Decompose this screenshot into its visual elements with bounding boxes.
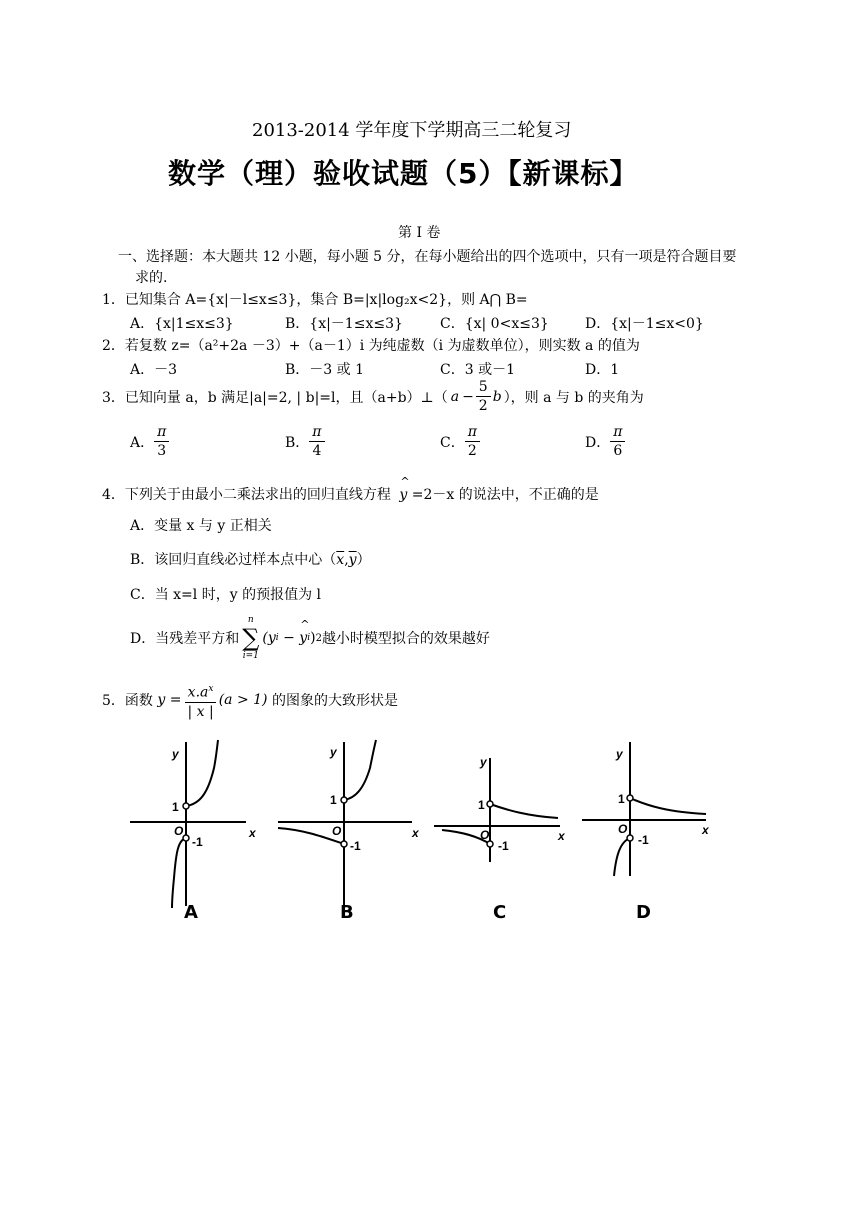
q4-sum-i: i <box>275 633 279 643</box>
q2-option-a: A．－3 <box>130 362 178 378</box>
q3-option-b-num: π <box>309 423 324 442</box>
q4-option-d-prefix: D．当残差平方和 <box>130 631 240 647</box>
q5-frac-num-base: x.a <box>187 684 209 701</box>
graph-c-label: C <box>493 902 507 923</box>
volume-label: 第 I 卷 <box>398 225 441 241</box>
q4-option-b-prefix: B．该回归直线必过样本点中心（ <box>130 552 337 568</box>
q5-frac-den: | x | <box>187 703 214 720</box>
q3-option-a-letter: A． <box>130 434 155 451</box>
q4-sum-yhat: ^ y <box>299 630 307 646</box>
graph-b-tick-neg1: -1 <box>350 839 361 853</box>
graph-a-tick-1: 1 <box>172 800 179 814</box>
q4-stem <box>102 484 599 504</box>
q3-option-c-letter: C． <box>440 434 465 451</box>
q3-stem-suffix: ），则 a 与 b 的夹角为 <box>503 389 644 406</box>
q4-option-b-suffix: ） <box>356 552 371 568</box>
q4-option-a: A．变量 x 与 y 正相关 <box>130 518 272 534</box>
q3-option-c-num: π <box>465 423 480 442</box>
q1-option-a: A．{x|1≤x≤3} <box>130 316 234 332</box>
graph-d-label: D <box>636 902 651 923</box>
q2-option-c: C．3 或－1 <box>440 362 515 378</box>
q4-option-b-xbar: $\overline{x}$ <box>336 552 345 568</box>
q5-frac-num-exp: x <box>208 684 214 694</box>
q3-vector-b: b <box>492 388 502 405</box>
graph-b-x-label: x <box>412 826 419 840</box>
graph-d-curve-right <box>630 798 706 814</box>
q3-option-b-den: 4 <box>312 443 322 459</box>
q4-option-b <box>130 549 371 569</box>
q3-option-c-frac <box>465 423 480 460</box>
graph-b-curve-right <box>344 740 376 800</box>
q4-option-d-suffix: 越小时模型拟合的效果越好 <box>321 631 490 647</box>
q5-condition: (a > 1) <box>218 692 268 709</box>
q3-option-d-num: π <box>610 423 625 442</box>
q4-stem-suffix: =2－x 的说法中，不正确的是 <box>411 487 599 503</box>
q4-sum <box>242 614 259 662</box>
q2-option-b: B．－3 或 1 <box>285 362 365 378</box>
q3-minus: − <box>462 388 474 405</box>
q1-stem: 1．已知集合 A={x|－l≤x≤3}，集合 B=|x|log₂x<2}，则 A⋂ B= <box>102 292 528 308</box>
graph-a <box>128 738 278 918</box>
graph-c <box>432 738 572 918</box>
q4-stem-prefix: 4．下列关于由最小二乘法求出的回归直线方程 <box>102 487 391 503</box>
graph-d-open-point <box>627 795 633 801</box>
graph-b-origin: O <box>332 824 342 838</box>
graph-b-label: B <box>340 902 354 923</box>
q3-option-d-letter: D． <box>585 434 611 451</box>
graph-a-open-point-neg <box>183 835 189 841</box>
q3-option-b <box>285 423 325 460</box>
q1-option-d: D．{x|－1≤x<0} <box>585 316 704 332</box>
graph-d-tick-neg1: -1 <box>638 833 649 847</box>
graph-d-curve-left <box>614 838 630 876</box>
graph-a-curve-right <box>186 740 218 806</box>
graph-b-open-point <box>341 797 347 803</box>
graph-a-label: A <box>184 902 198 923</box>
graph-c-tick-1: 1 <box>478 798 485 812</box>
q4-sum-i2: i <box>307 633 311 643</box>
graph-c-x-label: x <box>558 829 565 843</box>
q5-frac-num <box>185 680 217 703</box>
q4-option-c: C．当 x=l 时，y 的预报值为 l <box>130 587 322 603</box>
graph-c-origin: O <box>480 828 490 842</box>
q3-frac-den: 2 <box>478 398 488 414</box>
graph-a-open-point <box>183 803 189 809</box>
graph-b-tick-1: 1 <box>330 793 337 807</box>
q3-stem <box>102 378 644 415</box>
q3-option-a-num: π <box>154 423 169 442</box>
q4-sum-bottom: i=1 <box>242 651 259 661</box>
graph-b-open-point-neg <box>341 841 347 847</box>
graph-a-x-label: x <box>249 826 256 840</box>
q4-option-b-comma: , <box>344 552 349 568</box>
q1-option-b: B．{x|－1≤x≤3} <box>285 316 403 332</box>
q3-fraction <box>476 378 491 415</box>
graph-b-y-label: y <box>330 745 337 759</box>
section-intro: 一、选择题：本大题共 12 小题，每小题 5 分，在每小题给出的四个选项中，只有一项是符合题目要 <box>118 249 737 265</box>
graph-c-open-point <box>487 801 493 807</box>
q3-frac-num: 5 <box>476 378 491 397</box>
q3-vector-a: a <box>450 388 460 405</box>
graph-d <box>578 738 718 918</box>
graph-b <box>276 738 426 918</box>
graph-d-origin: O <box>618 822 628 836</box>
section-intro-cont: 求的. <box>135 270 168 286</box>
graph-c-y-label: y <box>480 755 487 769</box>
q1-option-c: C．{x| 0<x≤3} <box>440 316 549 332</box>
graph-d-x-label: x <box>702 823 709 837</box>
graph-d-open-point-neg <box>627 835 633 841</box>
q3-option-d-den: 6 <box>613 443 623 459</box>
q3-option-d <box>585 423 625 460</box>
q4-sum-body: (y <box>262 630 276 646</box>
q3-stem-prefix: 3．已知向量 a，b 满足|a|=2, | b|=l，且（a+b）⊥（ <box>102 389 448 406</box>
graph-a-y-label: y <box>172 747 179 761</box>
q2-option-d: D．1 <box>585 362 620 378</box>
page-subtitle: 2013-2014 学年度下学期高三二轮复习 <box>252 120 572 141</box>
q5-fraction <box>184 680 216 721</box>
q4-sum-exp: 2 <box>315 632 322 644</box>
q5-stem-prefix: 5．函数 <box>102 693 158 710</box>
q3-option-b-letter: B． <box>285 434 310 451</box>
q3-option-c <box>440 423 480 460</box>
graph-d-y-label: y <box>616 747 623 761</box>
q4-sum-sign: ∑ <box>242 624 260 652</box>
q4-option-d <box>130 614 490 662</box>
graph-a-origin: O <box>174 824 184 838</box>
q3-option-a-den: 3 <box>157 443 167 459</box>
q4-sum-minus: − <box>278 630 300 646</box>
q4-option-b-ybar: $\overline{y}$ <box>348 552 357 568</box>
graph-c-curve-right <box>490 804 558 818</box>
q5-stem-suffix: 的图象的大致形状是 <box>267 693 398 710</box>
q4-sum-top: n <box>247 615 254 625</box>
q3-option-a <box>130 423 169 460</box>
q2-stem: 2．若复数 z=（a²+2a －3）+（a－1）i 为纯虚数（i 为虚数单位），则实数 a 的值为 <box>102 338 640 354</box>
graph-a-tick-neg1: -1 <box>192 835 203 849</box>
q3-option-a-frac <box>154 423 169 460</box>
page-title: 数学（理）验收试题（5）【新课标】 <box>168 157 639 190</box>
graph-d-tick-1: 1 <box>618 792 625 806</box>
q3-option-d-frac <box>610 423 625 460</box>
graph-c-tick-neg1: -1 <box>498 839 509 853</box>
q3-option-c-den: 2 <box>467 443 477 459</box>
q5-stem <box>102 680 398 721</box>
q4-y-hat: ^ y <box>399 487 407 503</box>
q3-option-b-frac <box>309 423 324 460</box>
q5-y-eq: y = <box>157 692 182 709</box>
q4-sum-close: ) <box>310 630 316 646</box>
graph-a-curve-left <box>172 838 186 908</box>
